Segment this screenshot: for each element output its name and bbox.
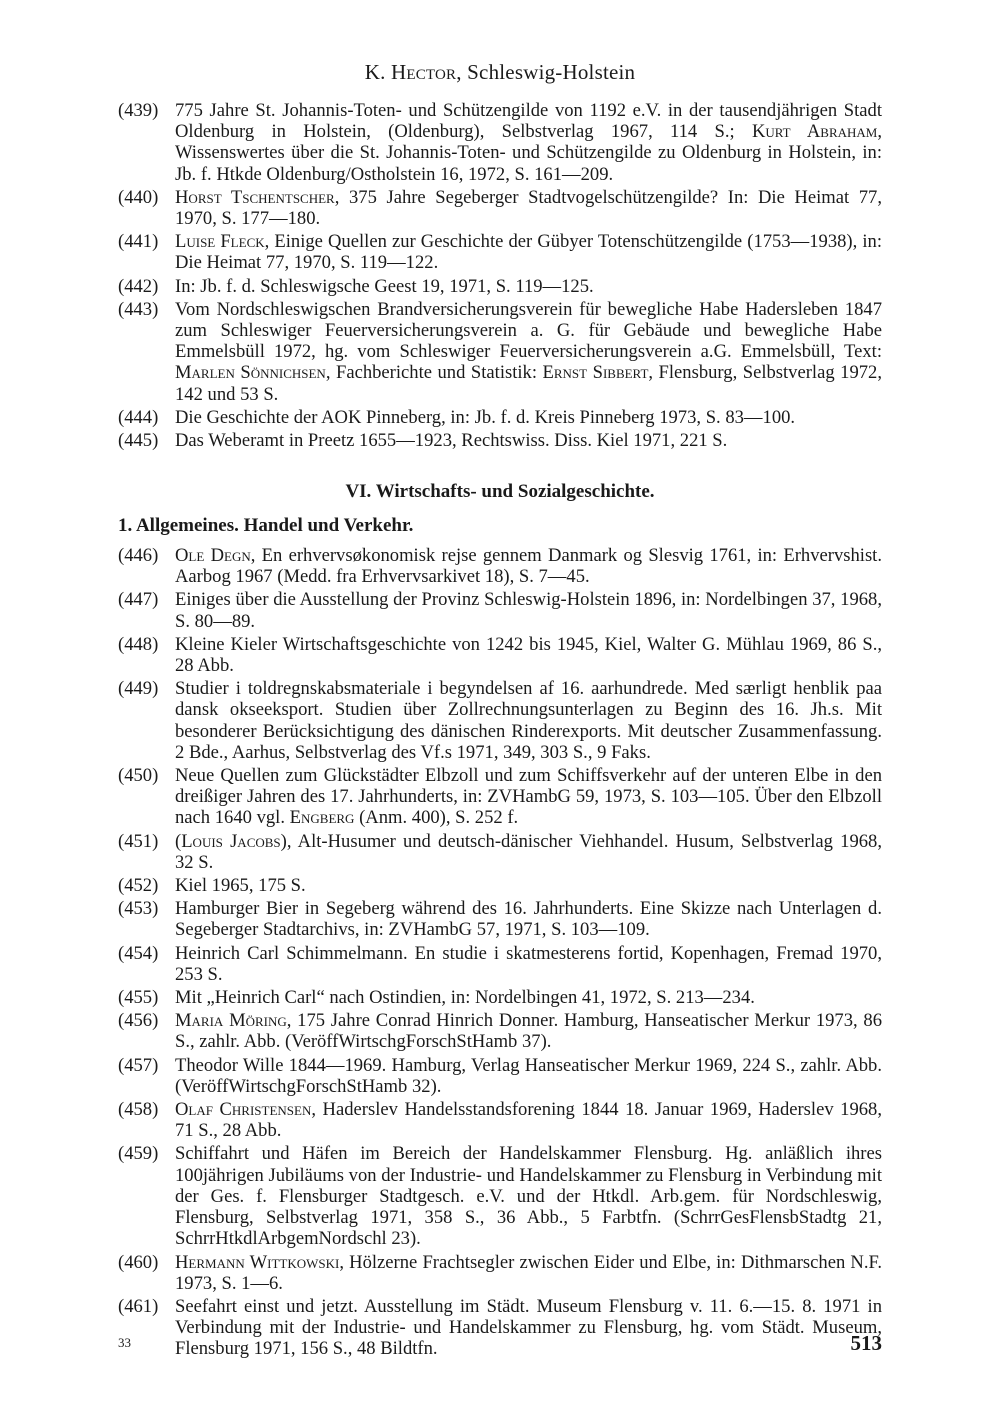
section-heading: VI. Wirtschafts- und Sozialgeschichte. xyxy=(345,481,655,502)
entry-text xyxy=(175,430,727,451)
entry-text xyxy=(175,678,882,763)
entry-number: (455) xyxy=(118,987,159,1009)
bibliography-entry xyxy=(118,299,882,405)
entry-text-segment: , Einige Quellen zur Geschichte der Gübyer Totenschützengilde (1753—1938), in: Die Heimat 77, 1970, S. 119—122. xyxy=(175,231,882,274)
entry-text xyxy=(175,100,882,185)
entry-number: (459) xyxy=(118,1143,159,1165)
author-name: Hermann Wittkowski xyxy=(175,1251,340,1273)
entry-text-segment: Kiel 1965, 175 S. xyxy=(175,875,306,897)
entry-text-segment: Studier i toldregnskabsmateriale i begyndelsen af 16. aarhundrede. Med særligt henblik paa dansk okseeksport. Studien über Zollrechnungsunterlagen zu Beginn des 16. Jh.s. Mit besonderer Berücksichtigung des dänischen Rinderexports. Mit deutscher Zusammenfassung. 2 Bde., Aarhus, Selbstverlag des Vf.s 1971, 349, 303 S., 9 Faks. xyxy=(175,678,882,763)
bibliography-entry xyxy=(118,1010,882,1052)
bibliography-entry xyxy=(118,831,882,873)
entry-text xyxy=(175,276,594,297)
entry-text xyxy=(175,1296,882,1359)
entry-text-segment: Mit „Heinrich Carl“ nach Ostindien, in: Nordelbingen 41, 1972, S. 213—234. xyxy=(175,987,755,1009)
bibliography-entry xyxy=(118,898,882,940)
entry-text xyxy=(175,1143,882,1249)
bibliography-entry xyxy=(118,987,882,1008)
entry-text xyxy=(175,1010,882,1052)
entry-text xyxy=(175,407,795,428)
entry-text-segment: 775 Jahre St. Johannis-Toten- und Schützengilde von 1192 e.V. in der tausendjährigen Stadt Oldenburg in Holstein, (Oldenburg), Selbstverlag 1967, 114 S.; xyxy=(175,100,882,143)
entry-number: (441) xyxy=(118,231,159,253)
entry-number: (460) xyxy=(118,1251,159,1273)
running-head-author: K. Hector xyxy=(364,60,457,84)
entry-number: (458) xyxy=(118,1099,159,1121)
entry-text-segment: , 375 Jahre Segeberger Stadtvogelschützengilde? In: Die Heimat 77, 1970, S. 177—180. xyxy=(175,186,882,230)
bibliography-entry xyxy=(118,430,882,451)
bibliography-entry xyxy=(118,1252,882,1294)
bibliography-entry xyxy=(118,1099,882,1141)
entry-text xyxy=(175,545,882,587)
author-name: Horst Tschentscher xyxy=(175,186,335,208)
entry-text-segment: Kleine Kieler Wirtschaftsgeschichte von 1242 bis 1945, Kiel, Walter G. Mühlau 1969, 86 S., 28 Abb. xyxy=(175,633,882,677)
entry-text-segment: Neue Quellen zum Glückstädter Elbzoll und zum Schiffsverkehr auf der unteren Elbe in den dreißiger Jahren des 17. Jahrhunderts, in: ZVHambG 59, 1973, S. 103—105. Über den Elbzoll nach 1640 vgl. xyxy=(175,765,882,829)
entry-text-segment: Das Weberamt in Preetz 1655—1923, Rechtswiss. Diss. Kiel 1971, 221 S. xyxy=(175,430,728,452)
entry-text-segment: (Anm. 400), S. 252 f. xyxy=(354,807,519,829)
author-name: Ole Degn xyxy=(175,545,251,566)
entry-text-segment: , 175 Jahre Conrad Hinrich Donner. Hamburg, Hanseatischer Merkur 1973, 86 S., zahlr. Abb. (VeröffWirtschgForschStHamb 37). xyxy=(175,1010,883,1053)
bibliography-entry xyxy=(118,1296,882,1360)
entry-number: (439) xyxy=(118,100,159,121)
bibliography-entry xyxy=(118,100,882,185)
entry-number: (446) xyxy=(118,545,159,566)
entry-text-segment: Vom Nordschleswigschen Brandversicherungsverein für bewegliche Habe Hadersleben 1847 zum Schleswiger Feuerversicherungsverein a. G. für Gebäude und bewegliche Habe Emmelsbüll 1972, hg. vom Schleswiger Feuerversicherungsverein a.G. Emmelsbüll, Text: xyxy=(175,298,882,363)
entry-text xyxy=(175,987,755,1008)
subsection-heading: 1. Allgemeines. Handel und Verkehr. xyxy=(118,515,414,536)
signature-mark: 33 xyxy=(118,1335,131,1350)
entry-text-segment: ( xyxy=(175,830,182,852)
entry-text xyxy=(175,187,882,229)
bibliography-entry xyxy=(118,545,882,587)
author-name: Luise Fleck xyxy=(175,231,265,253)
entry-text-segment: Einiges über die Ausstellung der Provinz Schleswig-Holstein 1896, in: Nordelbingen 37, 1968, S. 80—89. xyxy=(175,589,882,632)
entry-text xyxy=(175,299,882,405)
bibliography-list-top xyxy=(118,100,882,453)
entry-text-segment: , Fachberichte und Statistik: xyxy=(325,362,543,384)
entry-text xyxy=(175,634,882,676)
bibliography-entry xyxy=(118,276,882,297)
entry-text xyxy=(175,831,882,873)
entry-text-segment: , Haderslev Handelsstandsforening 1844 18. Januar 1969, Haderslev 1968, 71 S., 28 Abb. xyxy=(175,1099,882,1142)
entry-number: (445) xyxy=(118,430,159,452)
entry-text xyxy=(175,231,882,273)
entry-number: (456) xyxy=(118,1010,159,1032)
entry-number: (448) xyxy=(118,633,159,655)
entry-text-segment: ), Alt-Husumer und deutsch-dänischer Viehhandel. Husum, Selbstverlag 1968, 32 S. xyxy=(175,830,882,873)
entry-number: (444) xyxy=(118,406,159,428)
entry-text-segment: Seefahrt einst und jetzt. Ausstellung im Städt. Museum Flensburg v. 11. 6.—15. 8. 1971 in Verbindung mit der Industrie- und Handelskammer zu Flensburg, hg. vom Städt. Museum, Flensburg 1971, 156 S., 48 Bildtfn. xyxy=(175,1295,882,1360)
entry-number: (449) xyxy=(118,678,159,700)
entry-number: (442) xyxy=(118,275,159,297)
entry-number: (451) xyxy=(118,830,159,852)
bibliography-entry xyxy=(118,407,882,428)
entry-number: (454) xyxy=(118,942,159,964)
entry-text xyxy=(175,875,306,896)
author-name: Ernst Sibbert xyxy=(542,362,649,384)
author-name: Maria Möring xyxy=(175,1010,287,1032)
bibliography-entry xyxy=(118,765,882,829)
entry-text-segment: Heinrich Carl Schimmelmann. En studie i skatmesterens fortid, Kopenhagen, Fremad 1970, 253 S. xyxy=(175,942,882,985)
bibliography-entry xyxy=(118,875,882,896)
entry-text-segment: Schiffahrt und Häfen im Bereich der Handelskammer Flensburg. Hg. anläßlich ihres 100jährigen Jubiläums von der Industrie- und Handelskammer zu Flensburg in Verbindung mit der Ges. f. Flensburger Stadtgesch. e.V. und der Htkdl. Arb.gem. für Nordschleswig, Flensburg, Selbstverlag 1971, 358 S., 36 Abb., 5 Farbtfn. (SchrrGesFlensbStadtg 21, SchrrHtkdlArbgemNordschl 23). xyxy=(175,1143,882,1250)
entry-text xyxy=(175,1055,882,1097)
entry-text xyxy=(175,943,882,985)
author-name: Marlen Sönnichsen xyxy=(175,362,326,384)
entry-number: (443) xyxy=(118,298,159,320)
running-head xyxy=(0,60,1000,85)
running-head-title: Schleswig-Holstein xyxy=(467,60,636,84)
bibliography-entry xyxy=(118,187,882,229)
entry-number: (440) xyxy=(118,186,159,208)
entry-text xyxy=(175,898,882,940)
author-name: Louis Jacobs xyxy=(181,830,281,852)
bibliography-entry xyxy=(118,678,882,763)
entry-text xyxy=(175,765,882,828)
entry-text xyxy=(175,589,882,631)
entry-text-segment: Die Geschichte der AOK Pinneberg, in: Jb. f. d. Kreis Pinneberg 1973, S. 83—100. xyxy=(175,406,796,428)
bibliography-entry xyxy=(118,1055,882,1097)
entry-number: (452) xyxy=(118,875,159,897)
entry-text-segment: , En erhvervsøkonomisk rejse gennem Danmark og Slesvig 1761, in: Erhvervshist. Aarbog 1967 (Medd. fra Erhvervsarkivet 18), S. 7—45. xyxy=(175,545,882,588)
bibliography-entry xyxy=(118,943,882,985)
entry-number: (453) xyxy=(118,898,159,920)
bibliography-list-bottom xyxy=(118,545,882,1362)
entry-number: (461) xyxy=(118,1295,159,1317)
entry-number: (450) xyxy=(118,765,159,787)
author-name: Engberg xyxy=(289,807,355,829)
bibliography-entry xyxy=(118,589,882,631)
entry-text xyxy=(175,1252,882,1294)
entry-number: (447) xyxy=(118,589,159,611)
entry-text-segment: , Flensburg, Selbstverlag 1972, 142 und 53 S. xyxy=(175,362,882,405)
entry-text-segment: , Wissenswertes über die St. Johannis-Toten- und Schützengilde zu Oldenburg in Holstein, in: Jb. f. Htkde Oldenburg/Ostholstein 16, 1972, S. 161—209. xyxy=(175,121,882,185)
author-name: Kurt Abraham xyxy=(751,121,878,143)
entry-text xyxy=(175,1099,882,1141)
running-head-separator: , xyxy=(456,60,468,84)
bibliography-entry xyxy=(118,1143,882,1249)
entry-number: (457) xyxy=(118,1054,159,1076)
entry-text-segment: , Hölzerne Frachtsegler zwischen Eider und Elbe, in: Dithmarschen N.F. 1973, S. 1—6. xyxy=(175,1251,882,1294)
bibliography-entry xyxy=(118,634,882,676)
entry-text-segment: Hamburger Bier in Segeberg während des 16. Jahrhunderts. Eine Skizze nach Unterlagen d. Segeberger Stadtarchivs, in: ZVHambG 57, 1971, S. 103—109. xyxy=(175,898,882,941)
page-number: 513 xyxy=(850,1331,882,1355)
entry-text-segment: In: Jb. f. d. Schleswigsche Geest 19, 1971, S. 119—125. xyxy=(175,275,594,297)
author-name: Olaf Christensen xyxy=(175,1099,312,1121)
bibliography-entry xyxy=(118,231,882,273)
entry-text-segment: Theodor Wille 1844—1969. Hamburg, Verlag Hanseatischer Merkur 1969, 224 S., zahlr. Abb. (VeröffWirtschgForschStHamb 32). xyxy=(175,1054,882,1097)
